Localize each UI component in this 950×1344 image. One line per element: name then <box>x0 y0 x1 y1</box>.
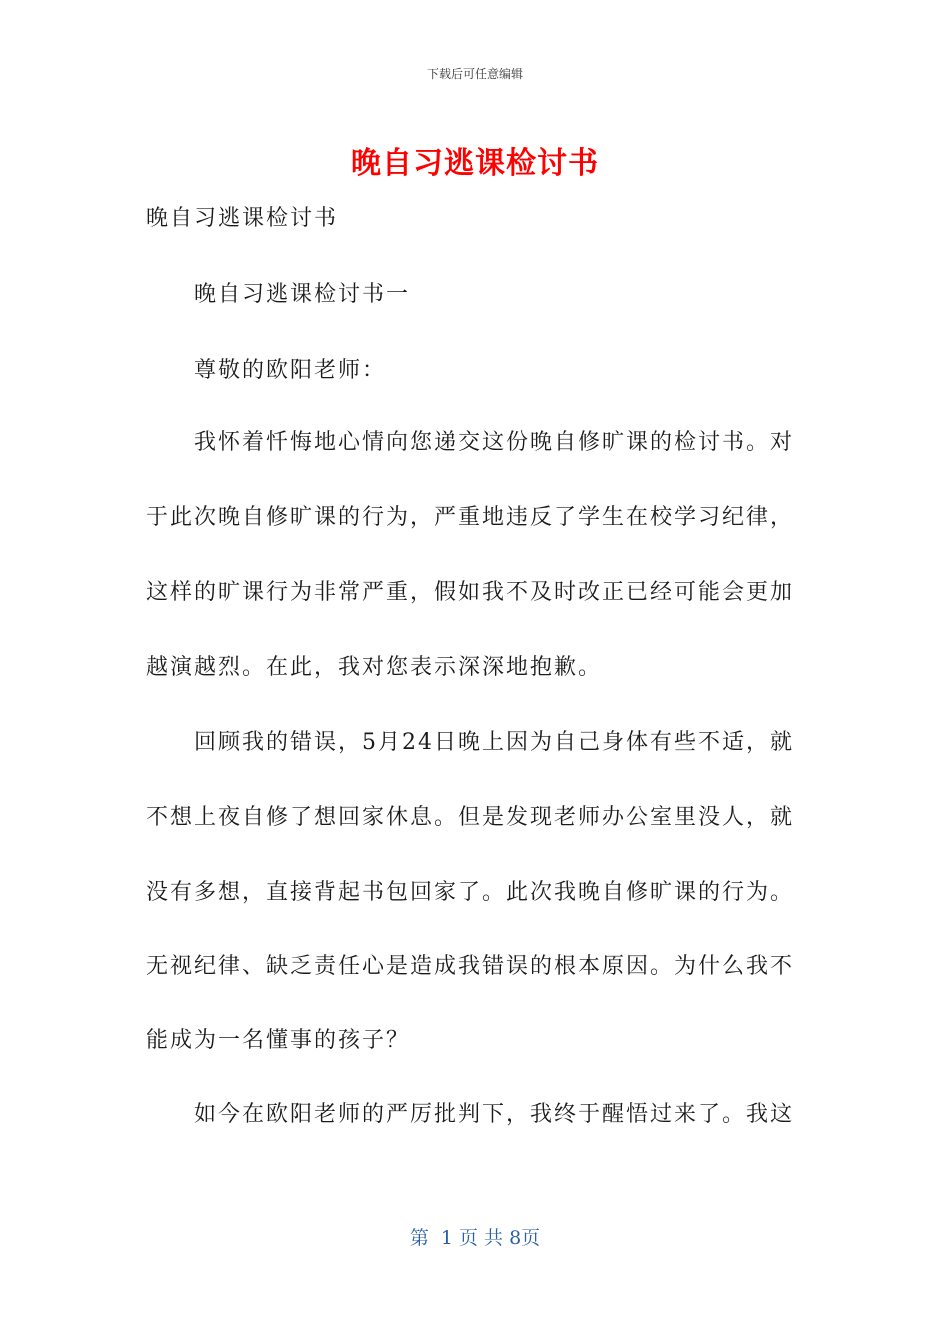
body-line: 我怀着忏悔地心情向您递交这份晚自修旷课的检讨书。对 <box>194 430 795 455</box>
body-line: 无视纪律、缺乏责任心是造成我错误的根本原因。为什么我不 <box>146 954 795 979</box>
body-line: 如今在欧阳老师的严厉批判下，我终于醒悟过来了。我这 <box>194 1102 795 1127</box>
body-line: 越演越烈。在此，我对您表示深深地抱歉。 <box>146 655 603 680</box>
body-line: 能成为一名懂事的孩子？ <box>146 1028 411 1053</box>
body-line: 于此次晚自修旷课的行为，严重地违反了学生在校学习纪律， <box>146 505 795 530</box>
header-note: 下载后可任意编辑 <box>426 67 523 81</box>
body-line: 不想上夜自修了想回家休息。但是发现老师办公室里没人，就 <box>146 805 795 830</box>
body-line: 晚自习逃课检讨书一 <box>194 282 411 307</box>
body-line: 这样的旷课行为非常严重，假如我不及时改正已经可能会更加 <box>146 580 795 605</box>
body-line: 尊敬的欧阳老师： <box>194 358 387 383</box>
document-title: 晚自习逃课检讨书 <box>351 146 599 181</box>
page-footer: 第 1 页 共 8页 <box>409 1227 541 1249</box>
body-line: 晚自习逃课检讨书 <box>146 206 339 231</box>
body-line: 回顾我的错误，5月24日晚上因为自己身体有些不适，就 <box>194 730 794 755</box>
body-line: 没有多想，直接背起书包回家了。此次我晚自修旷课的行为。 <box>146 880 795 905</box>
